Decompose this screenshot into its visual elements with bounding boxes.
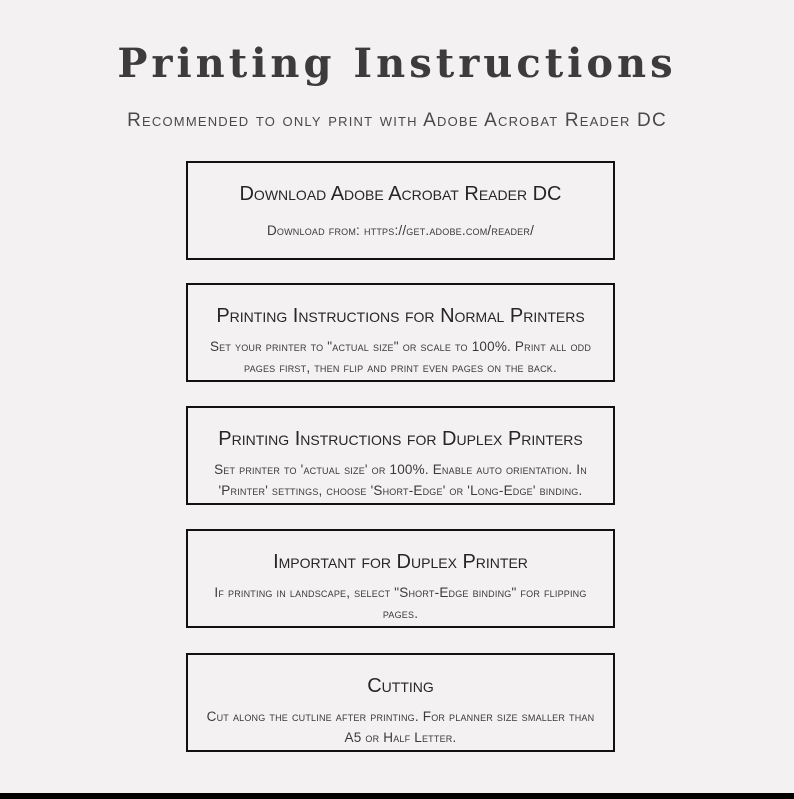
section-download-reader: [186, 161, 615, 260]
section-body: Set your printer to "actual size" or scale to 100%. Print all odd pages first, then flip and print even pages on the back.: [209, 339, 592, 375]
section-heading: Printing Instructions for Normal Printers: [216, 305, 585, 327]
page-title: Printing Instructions: [117, 40, 677, 87]
section-normal-printers: [186, 283, 615, 382]
section-body: Cut along the cutline after printing. For planner size smaller than A5 or Half Letter.: [206, 709, 595, 745]
section-duplex-printers: [186, 406, 615, 505]
section-body: Download from: https://get.adobe.com/reader/: [266, 223, 535, 238]
section-heading: Printing Instructions for Duplex Printers: [218, 428, 583, 450]
page-subtitle: Recommended to only print with Adobe Acrobat Reader DC: [127, 110, 667, 131]
section-heading: Download Adobe Acrobat Reader DC: [239, 183, 562, 205]
section-cutting: [186, 653, 615, 752]
section-important-duplex: [186, 529, 615, 628]
section-body: Set printer to 'actual size' or 100%. Enable auto orientation. In 'Printer' settings, choose 'Short-Edge' or 'Long-Edge' binding.: [214, 462, 587, 498]
bottom-border-bar: [0, 793, 794, 799]
section-body: If printing in landscape, select "Short-Edge binding" for flipping pages.: [214, 585, 587, 621]
section-heading: Important for Duplex Printer: [273, 551, 528, 573]
section-heading: Cutting: [367, 675, 434, 697]
